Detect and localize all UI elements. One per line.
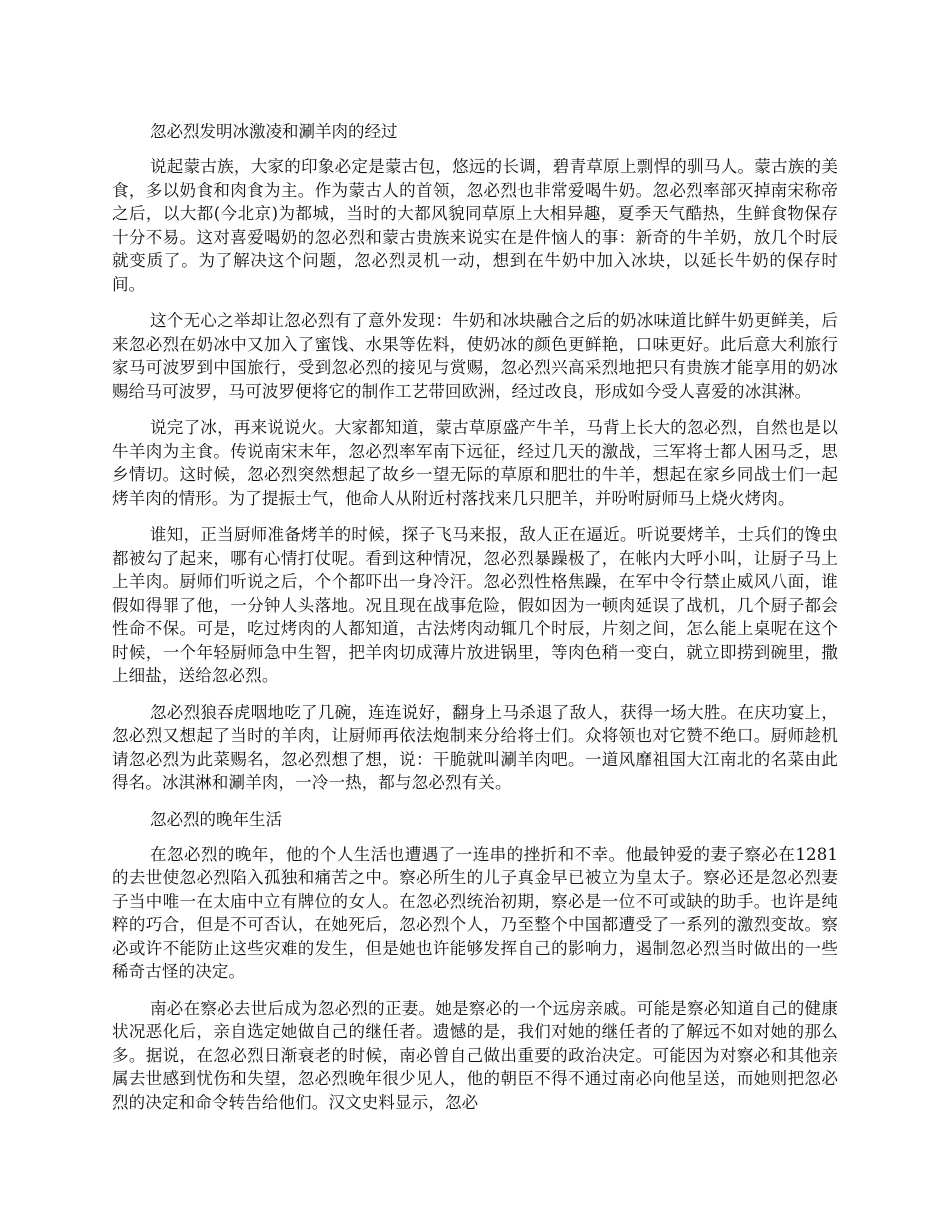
section-heading: 忽必烈发明冰激凌和涮羊肉的经过 (150, 122, 398, 141)
paragraph: 这个无心之举却让忽必烈有了意外发现：牛奶和冰块融合之后的奶冰味道比鲜牛奶更鲜美，后来忽必烈在奶冰中又加入了蜜饯、水果等佐料，使奶冰的颜色更鲜艳，口味更好。此后意大利旅行家马可波罗到中国旅行，受到忽必烈的接见与赏赐，忽必烈兴高采烈地把只有贵族才能享用的奶冰赐给马可波罗，马可波罗便将它的制作工艺带回欧洲，经过改良，形成如今受人喜爱的冰淇淋。 (112, 311, 838, 401)
paragraph: 在忽必烈的晚年，他的个人生活也遭遇了一连串的挫折和不幸。他最钟爱的妻子察必在1281的去世使忽必烈陷入孤独和痛苦之中。察必所生的儿子真金早已被立为皇太子。察必还是忽必烈妻子当中唯一在太庙中立有牌位的女人。在忽必烈统治初期，察必是一位不可或缺的助手。也许是纯粹的巧合，但是不可否认，在她死后，忽必烈个人，乃至整个中国都遭受了一系列的激烈变故。察必或许不能防止这些灾难的发生，但是她也许能够发挥自己的影响力，遏制忽必烈当时做出的一些稀奇古怪的决定。 (112, 844, 838, 981)
paragraph: 谁知，正当厨师准备烤羊的时候，探子飞马来报，敌人正在逼近。听说要烤羊，士兵们的馋虫都被勾了起来，哪有心情打仗呢。看到这种情况，忽必烈暴躁极了，在帐内大呼小叫，让厨子马上上羊肉。厨师们听说之后，个个都吓出一身冷汗。忽必烈性格焦躁，在军中令行禁止威风八面，谁假如得罪了他，一分钟人头落地。况且现在战事危险，假如因为一顿肉延误了战机，几个厨子都会性命不保。可是，吃过烤肉的人都知道，古法烤肉动辄几个时辰，片刻之间，怎么能上桌呢在这个时候，一个年轻厨师急中生智，把羊肉切成薄片放进锅里，等肉色稍一变白，就立即捞到碗里，撒上细盐，送给忽必烈。 (112, 525, 838, 685)
paragraph: 说完了冰，再来说说火。大家都知道，蒙古草原盛产牛羊，马背上长大的忽必烈，自然也是以牛羊肉为主食。传说南宋末年，忽必烈率军南下远征，经过几天的激战，三军将士都人困马乏，思乡情切。这时候，忽必烈突然想起了故乡一望无际的草原和肥壮的牛羊，想起在家乡同战士们一起烤羊肉的情形。为了提振士气，他命人从附近村落找来几只肥羊，并吩咐厨师马上烧火烤肉。 (112, 418, 838, 508)
paragraph: 忽必烈狼吞虎咽地吃了几碗，连连说好，翻身上马杀退了敌人，获得一场大胜。在庆功宴上，忽必烈又想起了当时的羊肉，让厨师再依法炮制来分给将士们。众将领也对它赞不绝口。厨师趁机请忽必烈为此菜赐名，忽必烈想了想，说：干脆就叫涮羊肉吧。一道风靡祖国大江南北的名菜由此得名。冰淇淋和涮羊肉，一冷一热，都与忽必烈有关。 (112, 702, 838, 792)
paragraph: 南必在察必去世后成为忽必烈的正妻。她是察必的一个远房亲戚。可能是察必知道自己的健康状况恶化后，亲自选定她做自己的继任者。遗憾的是，我们对她的继任者的了解远不如对她的那么多。据说，在忽必烈日渐衰老的时候，南必曾自己做出重要的政治决定。可能因为对察必和其他亲属去世感到忧伤和失望，忽必烈晚年很少见人，他的朝臣不得不通过南必向他呈送，而她则把忽必烈的决定和命令转告给他们。汉文史料显示，忽必 (112, 998, 838, 1112)
document-body (112, 120, 838, 1114)
section-heading: 忽必烈的晚年生活 (150, 809, 282, 829)
paragraph: 说起蒙古族，大家的印象必定是蒙古包，悠远的长调，碧青草原上剽悍的驯马人。蒙古族的美食，多以奶食和肉食为主。作为蒙古人的首领，忽必烈也非常爱喝牛奶。忽必烈率部灭掉南宋称帝之后，以大都(今北京)为都城，当时的大都风貌同草原上大相异趣，夏季天气酷热，生鲜食物保存十分不易。这对喜爱喝奶的忽必烈和蒙古贵族来说实在是件恼人的事：新奇的牛羊奶，放几个时辰就变质了。为了解决这个问题，忽必烈灵机一动，想到在牛奶中加入冰块，以延长牛奶的保存时间。 (112, 157, 838, 294)
